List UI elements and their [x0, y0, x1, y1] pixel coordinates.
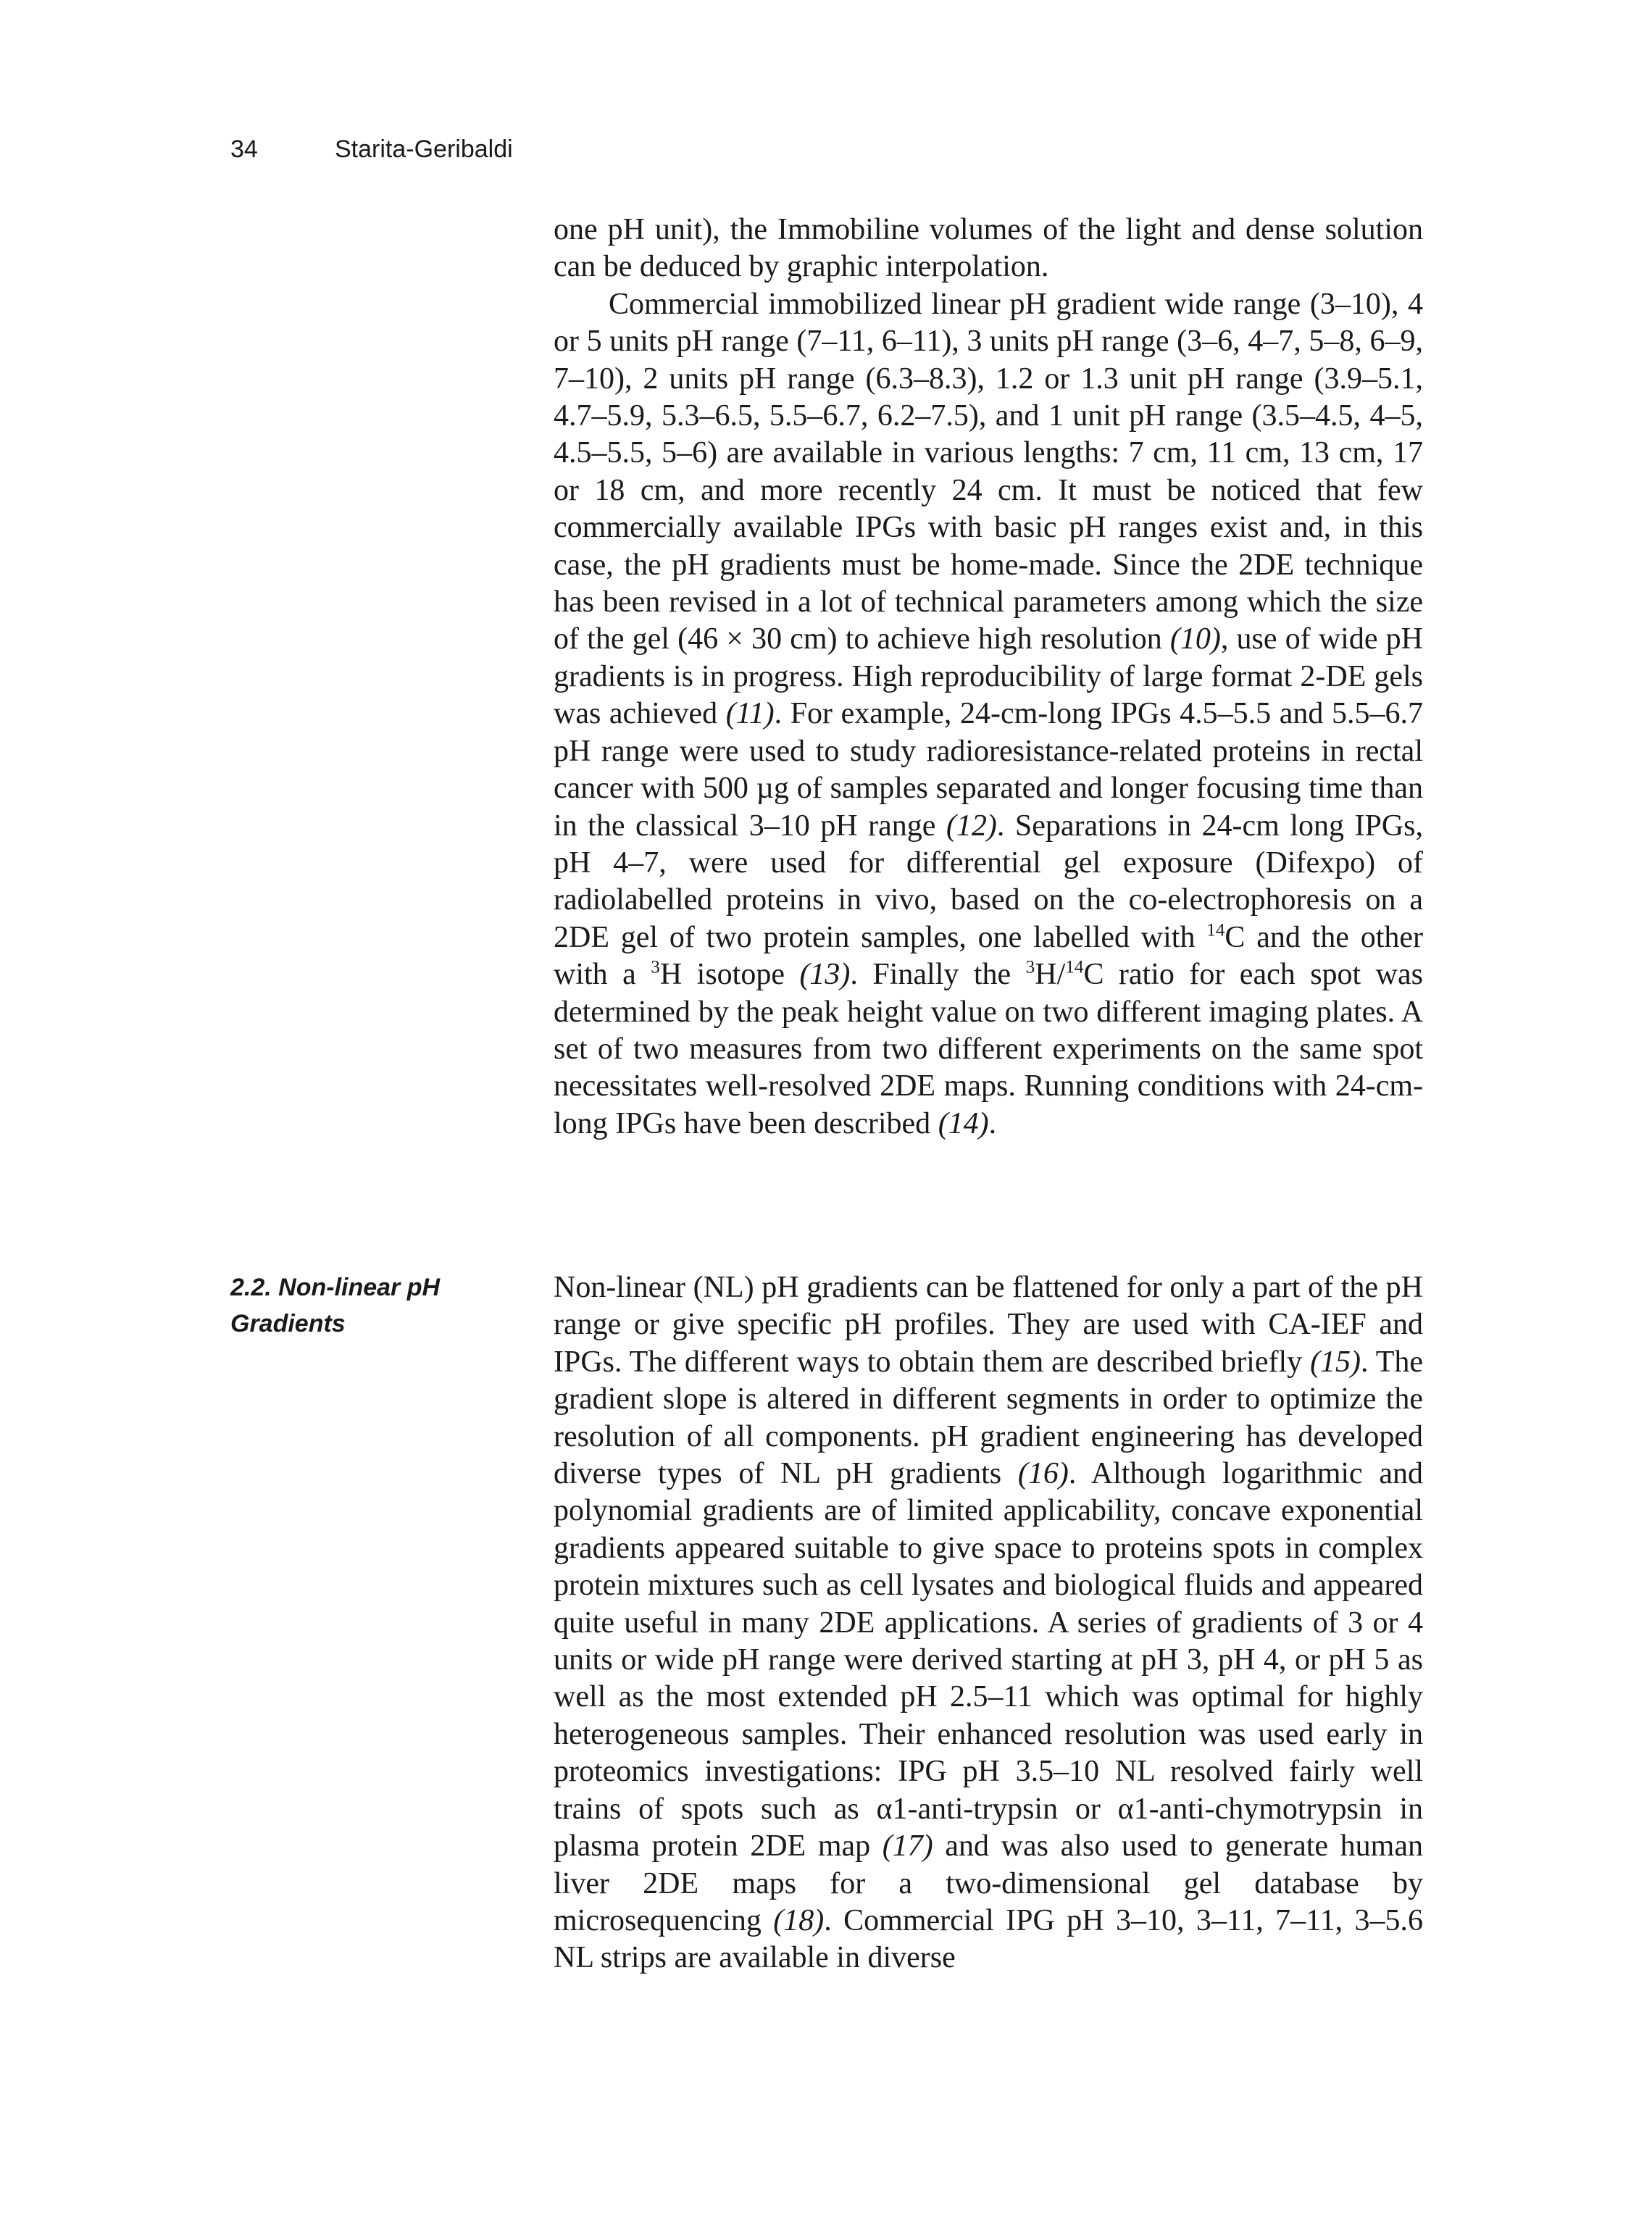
text-run: . Commercial IPG pH 3–10, 3–11, 7–11, 3–5.6 NL strips are available in diverse: [554, 1903, 1423, 1975]
text-run: Non-linear (NL) pH gradients can be flattened for only a part of the pH range or give specific pH profiles. They are used with CA-IEF and IPGs. The different ways to obtain them are described briefly: [554, 1271, 1423, 1379]
text-run: C and the other with a: [554, 920, 1423, 992]
text-run: . Finally the: [850, 958, 1026, 992]
section-2-1-continued: [554, 212, 1423, 1143]
citation-11: (11): [725, 697, 775, 731]
section-heading-line: 2.2. Non-linear pH: [230, 1274, 441, 1301]
text-run: . Separations in 24-cm long IPGs, pH 4–7, were used for differential gel exposure (Difexpo) of radiolabelled proteins in vivo, based on the co-electrophoresis on a 2DE gel of two protein samples, one labelled with: [554, 809, 1424, 954]
superscript: 3: [651, 957, 660, 977]
text-run: , use of wide pH gradients is in progress. High reproducibility of large format 2-DE gels was achieved: [554, 622, 1423, 731]
citation-14: (14): [938, 1106, 989, 1140]
citation-12: (12): [946, 809, 997, 843]
text-run: Commercial immobilized linear pH gradient wide range (3–10), 4 or 5 units pH range (7–11, 6–11), 3 units pH range (3–6, 4–7, 5–8, 6–9, 7–10), 2 units pH range (6.3–8.3), 1.2 or 1.3 unit pH range (3.9–5.1, 4.7–5.9, 5.3–6.5, 5.5–6.7, 6.2–7.5), and 1 unit pH range (3.5–4.5, 4–5, 4.5–5.5, 5–6) are available in various lengths: 7 cm, 11 cm, 13 cm, 17 or 18 cm, and more recently 24 cm. It must be noticed that few commercially available IPGs with basic pH ranges exist and, in this case, the pH gradients must be home-made. Since the 2DE technique has been revised in a lot of technical parameters among which the size of the gel (46 × 30 cm) to achieve high resolution: [554, 287, 1423, 656]
text-run: . Although logarithmic and polynomial gradients are of limited applicability, concave exponential gradients appeared suitable to give space to proteins spots in complex protein mixtures such as cell lysates and biological fluids and appeared quite useful in many 2DE applications. A series of gradients of 3 or 4 units or wide pH range were derived starting at pH 3, pH 4, or pH 5 as well as the most extended pH 2.5–11 which was optimal for highly heterogeneous samples. Their enhanced resolution was used early in proteomics investigations: IPG pH 3.5–10 NL resolved fairly well trains of spots such as α1-anti-trypsin or α1-anti-chymotrypsin in plasma protein 2DE map: [554, 1457, 1424, 1863]
paragraph-nonlinear-gradients: [554, 1269, 1423, 1977]
text-run: C ratio for each spot was determined by the peak height value on two different imaging plates. A set of two measures from two different experiments on the same spot necessitates well-resolved 2DE maps. Running conditions with 24-cm-long IPGs have been described: [554, 958, 1423, 1140]
section-2-2-body: [554, 1269, 1423, 1977]
text-run: . The gradient slope is altered in different segments in order to optimize the resolution of all components. pH gradient engineering has developed diverse types of NL pH gradients: [554, 1345, 1423, 1491]
section-heading-2-2: [230, 1269, 520, 1342]
citation-10: (10): [1169, 622, 1221, 656]
paragraph-continued: [554, 212, 1423, 286]
citation-16: (16): [1017, 1457, 1069, 1491]
citation-17: (17): [882, 1829, 933, 1863]
paragraph-commercial-ipg: [554, 286, 1423, 1143]
citation-15: (15): [1310, 1345, 1361, 1379]
superscript: 3: [1025, 957, 1035, 977]
text-run: and was also used to generate human liver 2DE maps for a two-dimensional gel database by microsequencing: [554, 1829, 1423, 1937]
paragraph-text: one pH unit), the Immobiline volumes of the light and dense solution can be deduced by graphic interpolation.: [554, 213, 1423, 284]
superscript: 14: [1065, 957, 1084, 977]
text-run: . For example, 24-cm-long IPGs 4.5–5.5 and 5.5–6.7 pH range were used to study radioresistance-related proteins in rectal cancer with 500 µg of samples separated and longer focusing time than in the classical 3–10 pH range: [554, 697, 1423, 843]
running-head: [230, 135, 513, 164]
citation-13: (13): [799, 958, 851, 992]
text-run: H/: [1035, 958, 1066, 992]
running-title: Starita-Geribaldi: [335, 135, 513, 163]
citation-18: (18): [773, 1903, 825, 1937]
superscript: 14: [1206, 920, 1225, 940]
text-run: .: [988, 1106, 997, 1140]
text-run: H isotope: [659, 958, 800, 992]
page-number: 34: [230, 135, 258, 163]
section-heading-line: Gradients: [230, 1310, 346, 1337]
